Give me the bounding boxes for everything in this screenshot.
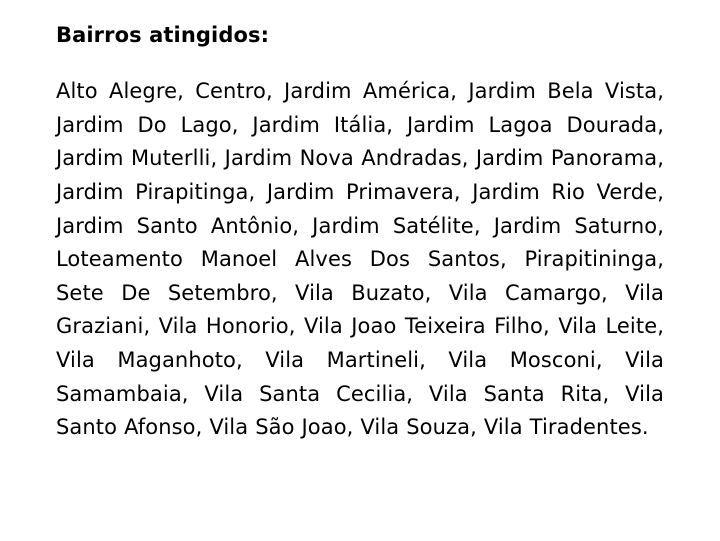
neighborhood-list-paragraph: Alto Alegre, Centro, Jardim América, Jardim Bela Vista, Jardim Do Lago, Jardim Itália, Jardim Lagoa Dourada, Jardim Muterlli, Jardim Nova Andradas, Jardim Panorama, Jardim Pirapitinga, Jardim Primavera, Jardim Rio Verde, Jardim Santo Antônio, Jardim Satélite, Jardim Saturno, Loteamento Manoel Alves Dos Santos, Pirapitininga, Sete De Setembro, Vila Buzato, Vila Camargo, Vila Graziani, Vila Honorio, Vila Joao Teixeira Filho, Vila Leite, Vila Maganhoto, Vila Martineli, Vila Mosconi, Vila Samambaia, Vila Santa Cecilia, Vila Santa Rita, Vila Santo Afonso, Vila São Joao, Vila Souza, Vila Tiradentes. [56, 79, 664, 440]
page-title: Bairros atingidos: [56, 23, 270, 47]
